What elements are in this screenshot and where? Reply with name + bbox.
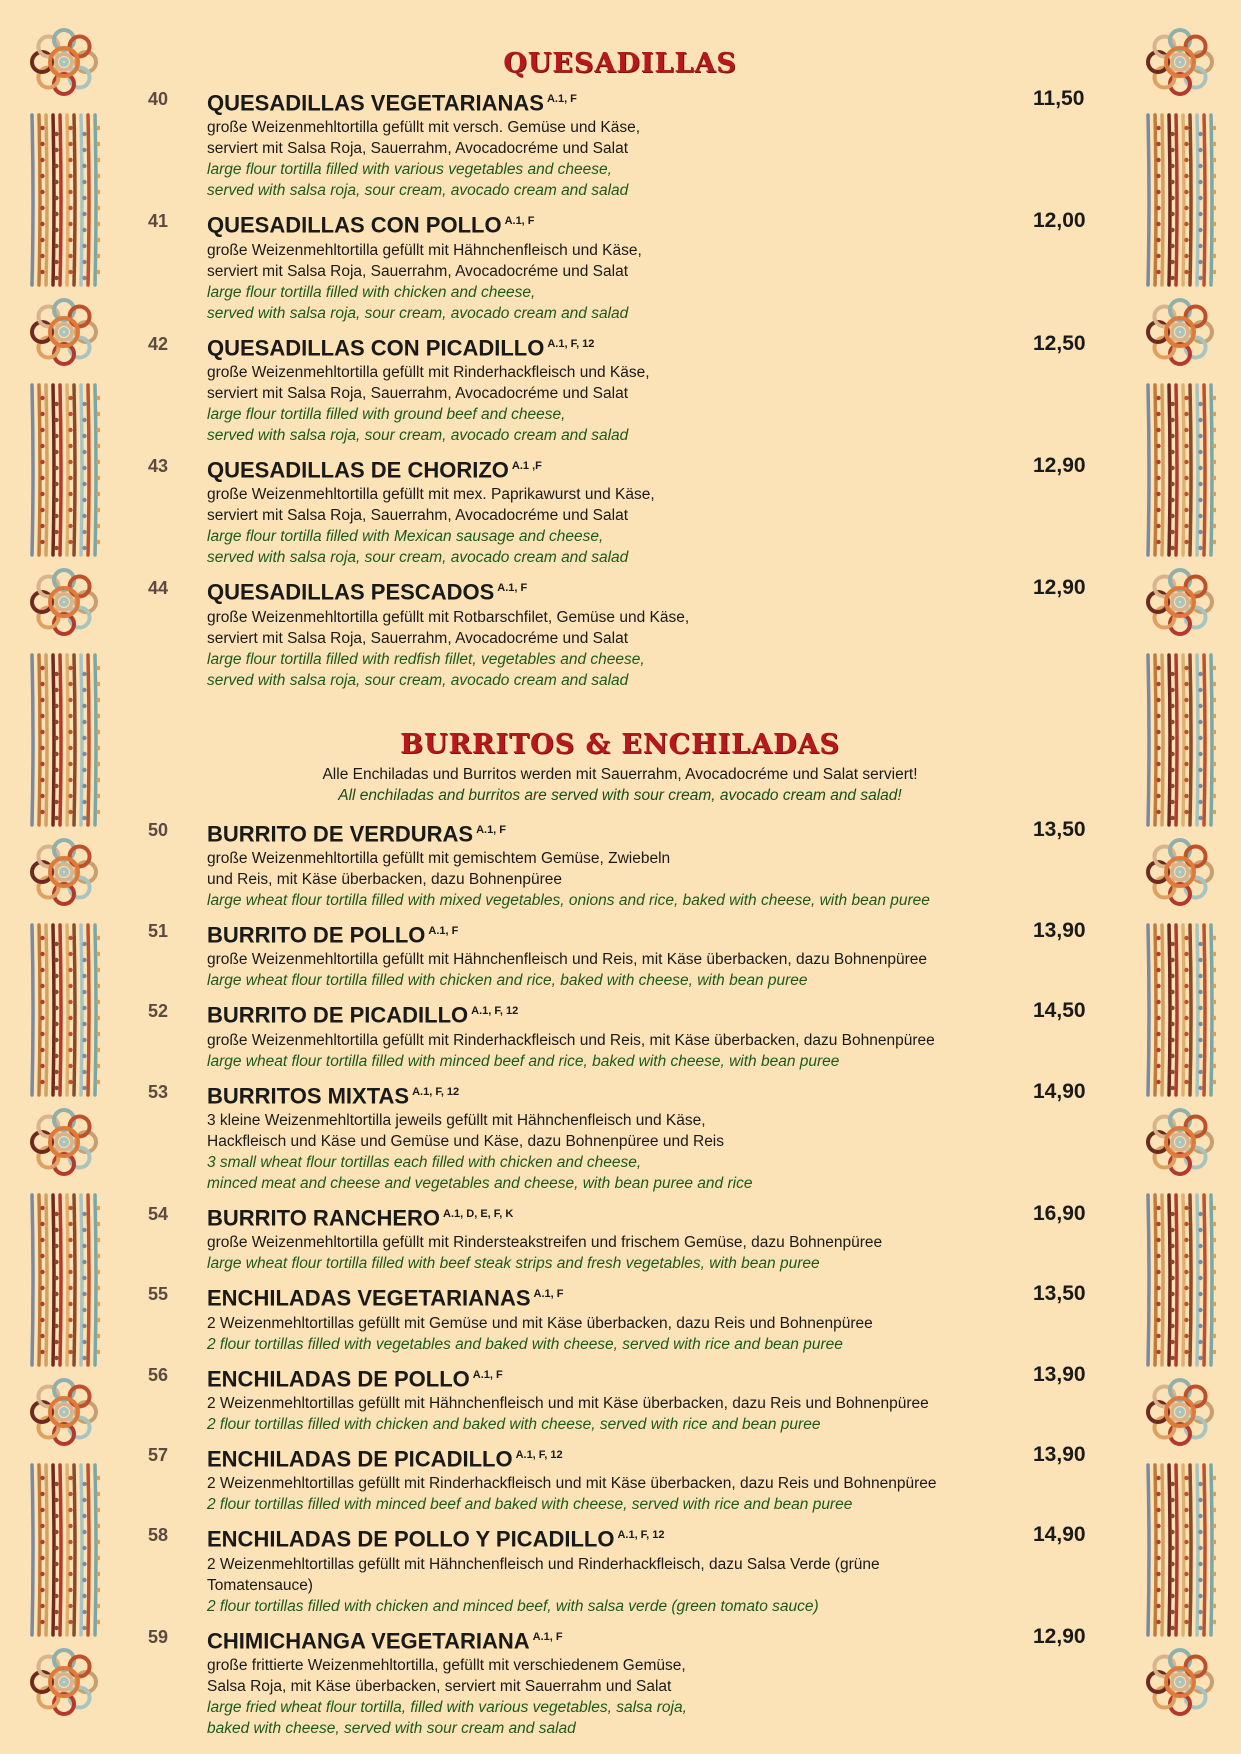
menu-item	[140, 1361, 1100, 1435]
item-description-german: 2 Weizenmehltortillas gefüllt mit Hähnchenfleisch und Rinderhackfleisch, dazu Salsa Verde (grüne Tomatensauce)	[207, 1555, 880, 1594]
item-body	[207, 452, 987, 568]
item-name: QUESADILLAS CON POLLO	[207, 212, 502, 238]
item-description-english: large flour tortilla filled with Mexican sausage and cheese,	[207, 528, 604, 546]
item-name-line	[207, 1280, 987, 1312]
item-name-line	[207, 1521, 987, 1553]
item-allergens: A.1, F	[497, 582, 528, 595]
item-name-line	[207, 917, 987, 949]
item-name: QUESADILLAS VEGETARIANAS	[207, 90, 544, 116]
item-number: 54	[148, 1203, 169, 1224]
item-description-german: 3 kleine Weizenmehltortilla jeweils gefüllt mit Hähnchenfleisch und Käse,	[207, 1111, 706, 1129]
item-description-german: große Weizenmehltortilla gefüllt mit Hähnchenfleisch und Reis, mit Käse überbacken, dazu Bohnenpüree	[207, 951, 928, 969]
item-price: 13,90	[1033, 1442, 1086, 1466]
item-description-german: große Weizenmehltortilla gefüllt mit Rinderhackfleisch und Käse,	[207, 363, 650, 381]
item-description-english: served with salsa roja, sour cream, avocado cream and salad	[207, 304, 629, 322]
item-description-english: 2 flour tortillas filled with vegetables and baked with cheese, served with rice and bean puree	[207, 1335, 843, 1353]
item-number: 56	[148, 1364, 169, 1385]
item-name: ENCHILADAS DE POLLO	[207, 1365, 470, 1391]
item-description-english: large fried wheat flour tortilla, filled with various vegetables, salsa roja,	[207, 1698, 687, 1716]
item-name: QUESADILLAS CON PICADILLO	[207, 334, 545, 360]
menu-item	[140, 997, 1100, 1071]
item-description-english: large flour tortilla filled with redfish fillet, vegetables and cheese,	[207, 650, 645, 668]
item-price: 12,90	[1033, 576, 1086, 600]
item-allergens: A.1, F, 12	[412, 1085, 460, 1098]
stripe-ornament-icon	[28, 651, 100, 829]
item-description-english: served with salsa roja, sour cream, avocado cream and salad	[207, 549, 629, 567]
item-name-line	[207, 207, 987, 239]
flower-ornament-icon	[27, 565, 101, 639]
item-description-english: served with salsa roja, sour cream, avocado cream and salad	[207, 182, 629, 200]
item-name-line	[207, 1441, 987, 1473]
item-name-line	[207, 1078, 987, 1110]
item-body	[207, 816, 987, 911]
item-description-german: 2 Weizenmehltortillas gefüllt mit Hähnchenfleisch und mit Käse überbacken, dazu Reis und Bohnenpüree	[207, 1394, 929, 1412]
menu-item	[140, 85, 1100, 201]
item-name: BURRITO DE VERDURAS	[207, 820, 474, 846]
item-allergens: A.1, F, 12	[547, 337, 595, 350]
item-name-line	[207, 816, 987, 848]
item-name-line	[207, 997, 987, 1029]
item-allergens: A.1, D, E, F, K	[443, 1207, 514, 1220]
flower-ornament-icon	[1143, 1375, 1217, 1449]
item-description-german: große Weizenmehltortilla gefüllt mit Rotbarschfilet, Gemüse und Käse,	[207, 608, 690, 626]
item-name-line	[207, 1200, 987, 1232]
stripe-ornament-icon	[28, 381, 100, 559]
item-price: 12,50	[1033, 331, 1086, 355]
item-name: ENCHILADAS VEGETARIANAS	[207, 1285, 531, 1311]
item-description-german: serviert mit Salsa Roja, Sauerrahm, Avocadocréme und Salat	[207, 262, 628, 280]
item-description-english: large flour tortilla filled with chicken and cheese,	[207, 283, 536, 301]
flower-ornament-icon	[27, 1645, 101, 1719]
menu-items	[140, 85, 1100, 691]
item-description-german: große Weizenmehltortilla gefüllt mit versch. Gemüse und Käse,	[207, 119, 641, 137]
item-description-german: große Weizenmehltortilla gefüllt mit Rinderhackfleisch und Reis, mit Käse überbacken, dazu Bohnenpüree	[207, 1031, 935, 1049]
item-name: CHIMICHANGA VEGETARIANA	[207, 1627, 530, 1653]
stripe-ornament-icon	[28, 111, 100, 289]
menu-items	[140, 816, 1100, 1739]
item-body	[207, 997, 987, 1071]
item-body	[207, 1623, 987, 1739]
item-price: 12,90	[1033, 1624, 1086, 1648]
item-description-german: große Weizenmehltortilla gefüllt mit mex. Paprikawurst und Käse,	[207, 486, 655, 504]
left-decorative-border	[12, 0, 112, 1754]
item-description-german: große frittierte Weizenmehltortilla, gefüllt mit verschiedenem Gemüse,	[207, 1656, 686, 1674]
item-number: 52	[148, 1001, 169, 1022]
item-description-german: große Weizenmehltortilla gefüllt mit Rindersteakstreifen und frischem Gemüse, dazu Bohnenpüree	[207, 1234, 883, 1252]
flower-ornament-icon	[27, 1105, 101, 1179]
menu-item	[140, 330, 1100, 446]
item-price: 13,90	[1033, 1362, 1086, 1386]
menu-item	[140, 1441, 1100, 1515]
item-price: 13,50	[1033, 817, 1086, 841]
item-number: 40	[148, 89, 169, 109]
stripe-ornament-icon	[28, 1191, 100, 1369]
item-price: 12,90	[1033, 453, 1086, 477]
stripe-ornament-icon	[1144, 1461, 1216, 1639]
item-allergens: A.1, F	[476, 823, 507, 836]
item-body	[207, 1521, 987, 1616]
flower-ornament-icon	[1143, 25, 1217, 99]
stripe-ornament-icon	[1144, 1191, 1216, 1369]
item-description-german: serviert mit Salsa Roja, Sauerrahm, Avocadocréme und Salat	[207, 629, 628, 647]
item-allergens: A.1, F, 12	[617, 1529, 665, 1542]
item-description-english: 2 flour tortillas filled with chicken and minced beef, with salsa verde (green tomato sauce)	[207, 1597, 819, 1615]
item-description-german: große Weizenmehltortilla gefüllt mit gemischtem Gemüse, Zwiebeln	[207, 849, 671, 867]
item-description-german: serviert mit Salsa Roja, Sauerrahm, Avocadocréme und Salat	[207, 384, 628, 402]
item-number: 50	[148, 819, 169, 840]
item-name-line	[207, 330, 987, 362]
item-price: 16,90	[1033, 1201, 1086, 1225]
item-name: ENCHILADAS DE POLLO Y PICADILLO	[207, 1526, 615, 1552]
flower-ornament-icon	[27, 1375, 101, 1449]
item-allergens: A.1, F	[472, 1368, 503, 1381]
flower-ornament-icon	[1143, 1645, 1217, 1719]
menu-item	[140, 1280, 1100, 1354]
menu-item	[140, 1200, 1100, 1274]
stripe-ornament-icon	[1144, 111, 1216, 289]
item-description-english: 3 small wheat flour tortillas each filled with chicken and cheese,	[207, 1153, 642, 1171]
item-name: QUESADILLAS DE CHORIZO	[207, 457, 509, 483]
flower-ornament-icon	[1143, 1105, 1217, 1179]
menu-item	[140, 1078, 1100, 1194]
menu-item	[140, 816, 1100, 911]
flower-ornament-icon	[27, 295, 101, 369]
item-price: 11,50	[1033, 87, 1085, 110]
item-description-german: und Reis, mit Käse überbacken, dazu Bohnenpüree	[207, 870, 563, 888]
item-number: 51	[148, 920, 169, 941]
item-description-german: Hackfleisch und Käse und Gemüse und Käse, dazu Bohnenpüree und Reis	[207, 1132, 725, 1150]
item-number: 58	[148, 1525, 169, 1546]
item-name: BURRITO RANCHERO	[207, 1205, 441, 1231]
menu-content	[140, 50, 1100, 1745]
item-description-german: 2 Weizenmehltortillas gefüllt mit Rinderhackfleisch und mit Käse überbacken, dazu Reis und Bohnenpüree	[207, 1475, 937, 1493]
item-body	[207, 574, 987, 690]
item-body	[207, 1200, 987, 1274]
item-allergens: A.1, F	[504, 215, 535, 228]
item-description-english: served with salsa roja, sour cream, avocado cream and salad	[207, 426, 629, 444]
stripe-ornament-icon	[1144, 381, 1216, 559]
menu-item	[140, 1521, 1100, 1616]
stripe-ornament-icon	[1144, 921, 1216, 1099]
item-number: 44	[148, 578, 169, 599]
item-body	[207, 1441, 987, 1515]
item-price: 14,50	[1033, 999, 1086, 1023]
item-number: 43	[148, 455, 169, 476]
item-number: 55	[148, 1284, 169, 1305]
item-name-line	[207, 574, 987, 606]
item-number: 59	[148, 1626, 169, 1647]
item-price: 12,00	[1033, 209, 1086, 233]
section-subtitle-english: All enchiladas and burritos are served with sour cream, avocado cream and salad!	[338, 786, 902, 804]
flower-ornament-icon	[1143, 295, 1217, 369]
item-description-english: 2 flour tortillas filled with chicken and baked with cheese, served with rice and bean puree	[207, 1415, 821, 1433]
item-description-english: large wheat flour tortilla filled with minced beef and rice, baked with cheese, with bean puree	[207, 1052, 840, 1070]
flower-ornament-icon	[1143, 835, 1217, 909]
stripe-ornament-icon	[28, 1461, 100, 1639]
item-allergens: A.1, F, 12	[471, 1005, 519, 1018]
item-body	[207, 1280, 987, 1354]
item-number: 41	[148, 211, 169, 232]
item-allergens: A.1, F	[533, 1288, 564, 1301]
item-name: BURRITOS MIXTAS	[207, 1082, 410, 1108]
item-allergens: A.1, F, 12	[515, 1448, 563, 1461]
item-description-german: serviert mit Salsa Roja, Sauerrahm, Avocadocréme und Salat	[207, 140, 628, 158]
item-number: 42	[148, 333, 169, 354]
menu-item	[140, 917, 1100, 991]
section-subtitle-german: Alle Enchiladas und Burritos werden mit Sauerrahm, Avocadocréme und Salat serviert!	[322, 765, 918, 783]
section-title: QUESADILLAS	[503, 48, 737, 79]
item-description-german: 2 Weizenmehltortillas gefüllt mit Gemüse und mit Käse überbacken, dazu Reis und Bohnenpüree	[207, 1314, 873, 1332]
item-description-english: large flour tortilla filled with various vegetables and cheese,	[207, 161, 612, 179]
stripe-ornament-icon	[28, 921, 100, 1099]
item-name-line	[207, 1623, 987, 1655]
item-description-german: serviert mit Salsa Roja, Sauerrahm, Avocadocréme und Salat	[207, 507, 628, 525]
flower-ornament-icon	[27, 25, 101, 99]
menu-item	[140, 574, 1100, 690]
item-body	[207, 1078, 987, 1194]
section-quesadillas	[140, 50, 1100, 691]
item-description-german: große Weizenmehltortilla gefüllt mit Hähnchenfleisch und Käse,	[207, 241, 642, 259]
item-price: 13,50	[1033, 1282, 1086, 1306]
item-body	[207, 207, 987, 323]
item-description-english: 2 flour tortillas filled with minced beef and baked with cheese, served with rice and bean puree	[207, 1496, 853, 1514]
item-allergens: A.1, F	[428, 924, 459, 937]
item-price: 14,90	[1033, 1079, 1086, 1103]
item-number: 53	[148, 1081, 169, 1102]
item-description-english: large wheat flour tortilla filled with beef steak strips and fresh vegetables, with bean puree	[207, 1255, 820, 1273]
item-name-line	[207, 85, 987, 117]
section-burritos-enchiladas	[140, 728, 1100, 1739]
item-name: BURRITO DE PICADILLO	[207, 1002, 469, 1028]
item-description-english: large wheat flour tortilla filled with chicken and rice, baked with cheese, with bean puree	[207, 972, 808, 990]
item-name: ENCHILADAS DE PICADILLO	[207, 1446, 513, 1472]
stripe-ornament-icon	[1144, 651, 1216, 829]
item-name-line	[207, 1361, 987, 1393]
item-name: BURRITO DE POLLO	[207, 922, 426, 948]
flower-ornament-icon	[1143, 565, 1217, 639]
item-body	[207, 1361, 987, 1435]
item-description-english: minced meat and cheese and vegetables and cheese, with bean puree and rice	[207, 1174, 753, 1192]
item-allergens: A.1, F	[532, 1630, 563, 1643]
item-body	[207, 917, 987, 991]
item-body	[207, 85, 987, 201]
item-price: 13,90	[1033, 918, 1086, 942]
item-price: 14,90	[1033, 1523, 1086, 1547]
menu-item	[140, 1623, 1100, 1739]
item-name: QUESADILLAS PESCADOS	[207, 579, 495, 605]
item-description-english: large flour tortilla filled with ground beef and cheese,	[207, 405, 566, 423]
item-body	[207, 330, 987, 446]
section-title: BURRITOS & ENCHILADAS	[400, 728, 840, 760]
right-decorative-border	[1128, 0, 1228, 1754]
menu-item	[140, 207, 1100, 323]
item-description-english: large wheat flour tortilla filled with mixed vegetables, onions and rice, baked with cheese, with bean puree	[207, 891, 930, 909]
flower-ornament-icon	[27, 835, 101, 909]
item-description-english: baked with cheese, served with sour cream and salad	[207, 1719, 576, 1737]
item-description-german: Salsa Roja, mit Käse überbacken, serviert mit Sauerrahm und Salat	[207, 1677, 672, 1695]
item-allergens: A.1 ,F	[511, 459, 542, 472]
item-name-line	[207, 452, 987, 484]
item-number: 57	[148, 1444, 169, 1465]
item-description-english: served with salsa roja, sour cream, avocado cream and salad	[207, 671, 629, 689]
menu-item	[140, 452, 1100, 568]
item-allergens: A.1, F	[546, 93, 577, 105]
